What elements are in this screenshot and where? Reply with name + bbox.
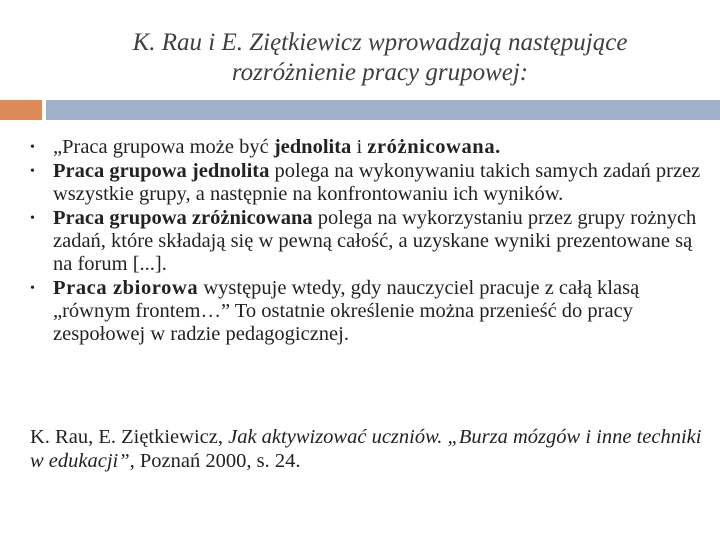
title-accent-block: [0, 100, 42, 120]
bullet-bold-term: zróżnicowana.: [367, 136, 501, 158]
bullet-icon: •: [30, 211, 35, 226]
bullet-list: [30, 136, 710, 347]
bullet-bold-term: Praca zbiorowa: [53, 277, 199, 299]
bullet-bold-term: jednolita: [273, 136, 352, 158]
bullet-icon: •: [30, 164, 35, 179]
bullet-item: [30, 207, 710, 276]
title-line-1: K. Rau i E. Ziętkiewicz wprowadzają następujące: [132, 29, 628, 56]
bullet-bold-term: Praca grupowa zróżnicowana: [53, 207, 313, 229]
bullet-item: [30, 136, 710, 159]
bullet-text: i: [351, 136, 368, 158]
citation-title: Jak aktywizować uczniów. „Burza mózgów i inne techniki w edukacji”: [30, 426, 702, 472]
bullet-bold-term: Praca grupowa jednolita: [53, 160, 270, 182]
bullet-text: występuje wtedy, gdy nauczyciel pracuje z całą klasą „równym frontem…” To ostatnie określenie można przenieść do pracy zespołowej w radzie pedagogicznej.: [53, 277, 640, 345]
title-line-2: rozróżnienie pracy grupowej:: [231, 59, 529, 86]
bullet-text: „Praca grupowa może być: [53, 136, 274, 158]
citation: [30, 425, 710, 473]
bullet-item: [30, 277, 710, 346]
citation-authors: K. Rau, E. Ziętkiewicz,: [30, 426, 229, 448]
bullet-icon: •: [30, 281, 35, 296]
bullet-text: polega na wykorzystaniu przez grupy rożnych zadań, które składają się w pewną całość, a uzyskane wyniki prezentowane są na forum [...].: [53, 207, 697, 275]
slide-title: [60, 28, 700, 88]
title-divider-bar: [46, 100, 720, 120]
bullet-item: [30, 160, 710, 206]
citation-details: , Poznań 2000, s. 24.: [129, 450, 301, 472]
bullet-icon: •: [30, 140, 35, 155]
bullet-text: polega na wykonywaniu takich samych zadań przez wszystkie grupy, a następnie na konfrontowaniu ich wyników.: [53, 160, 701, 205]
